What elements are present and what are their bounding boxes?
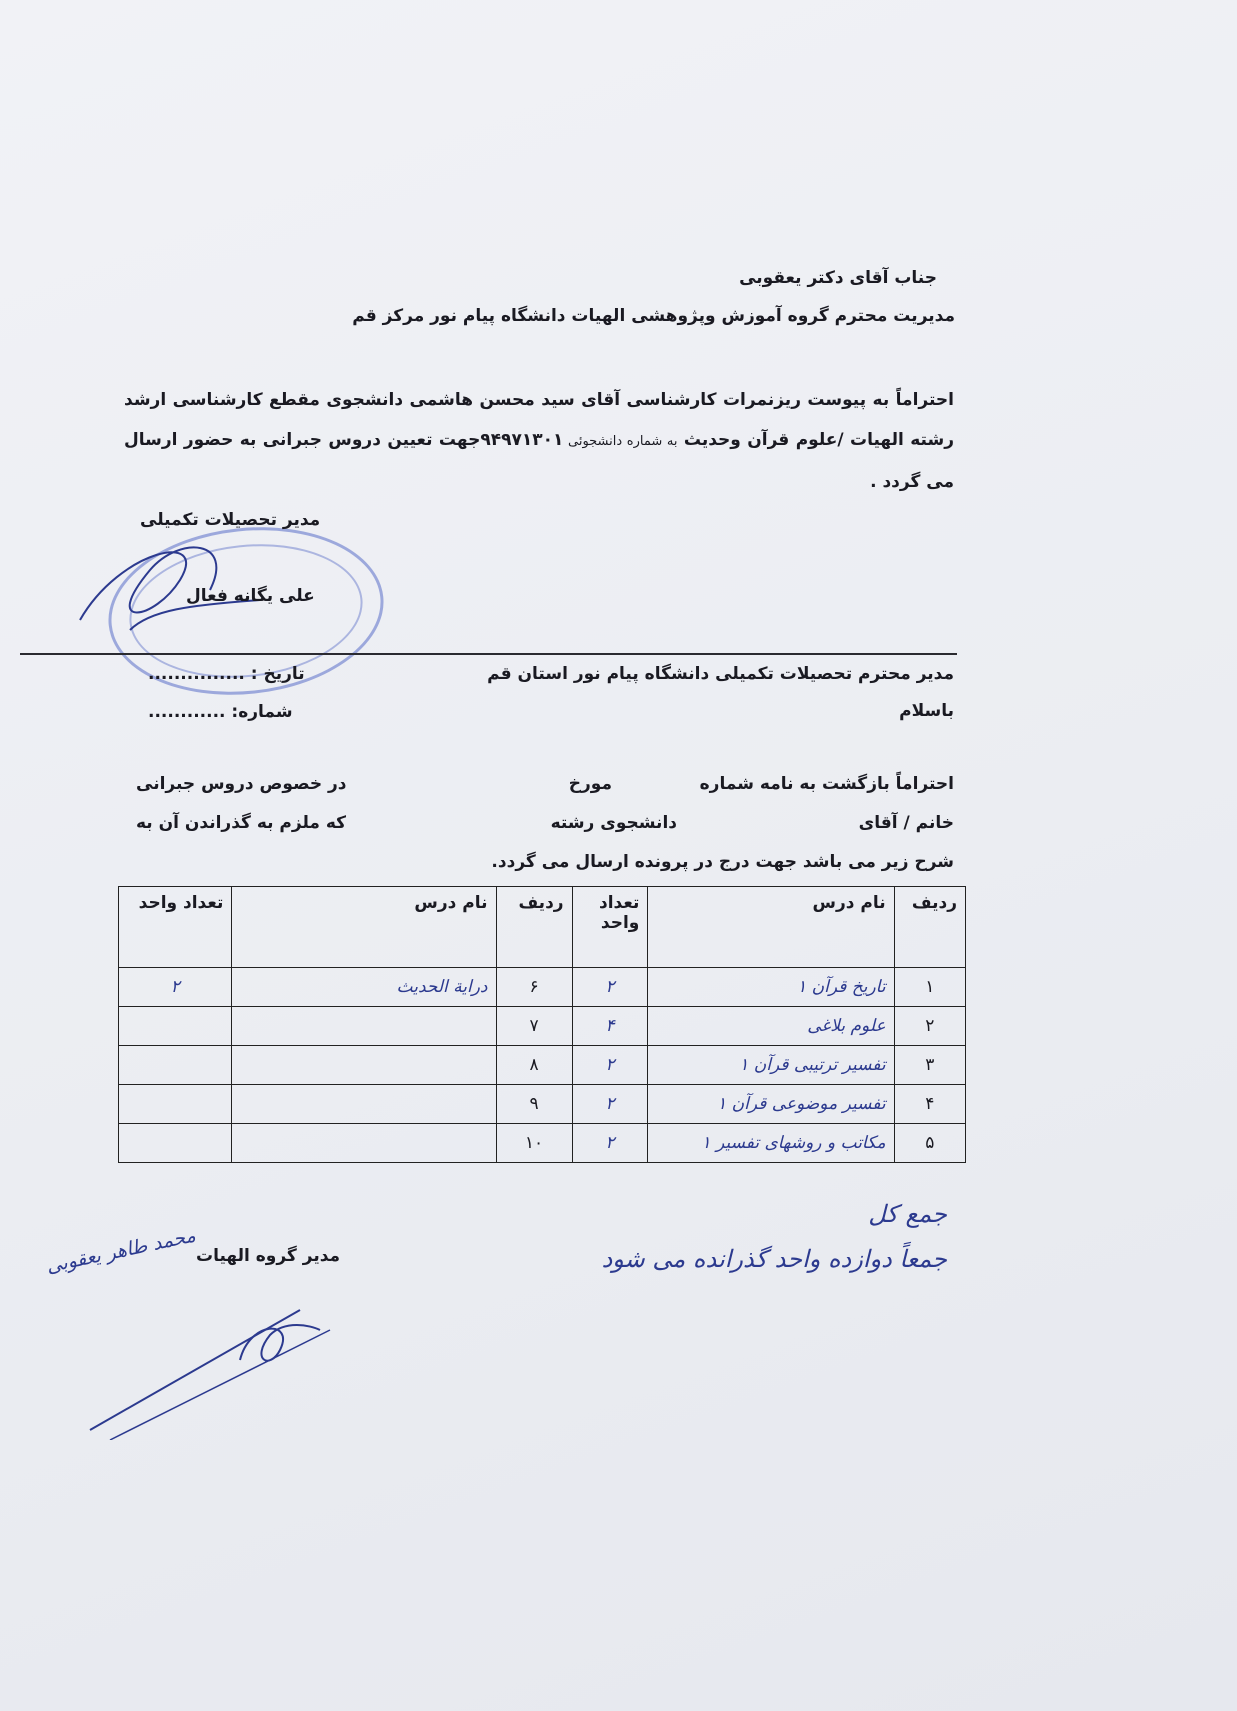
table-row <box>119 1124 966 1163</box>
course-name-2 <box>232 1124 496 1163</box>
table-row <box>119 1007 966 1046</box>
course-name: تاریخ قرآن ۱ <box>648 968 894 1007</box>
table-row <box>119 968 966 1007</box>
course-units: ۲ <box>572 1046 648 1085</box>
body-text-1: احتراماً به پیوست ریزنمرات کارشناسی آقای سید محسن هاشمی دانشجوی مقطع کارشناسی ارشد رشته الهیات /علوم قرآن وحدیث <box>124 390 954 450</box>
header-units-2: تعداد واحد <box>119 887 232 968</box>
course-units-2 <box>119 1007 232 1046</box>
row-number-2: ۹ <box>496 1085 572 1124</box>
course-units-2 <box>119 1124 232 1163</box>
reply-line1-a: احتراماً بازگشت به نامه شماره <box>699 774 954 794</box>
course-units: ۲ <box>572 1124 648 1163</box>
handwritten-note: جمعاً دوازده واحد گذرانده می شود <box>601 1245 947 1273</box>
course-name: علوم بلاغی <box>648 1007 894 1046</box>
row-number-2: ۷ <box>496 1007 572 1046</box>
row-number: ۵ <box>894 1124 965 1163</box>
section-divider <box>20 653 957 655</box>
reply-addressee: مدیر محترم تحصیلات تکمیلی دانشگاه پیام نور استان قم <box>487 664 954 684</box>
course-units-2 <box>119 1046 232 1085</box>
reply-line1-b: مورخ <box>568 774 612 794</box>
reply-line2-c: که ملزم به گذراندن آن به <box>136 813 347 833</box>
row-number: ۲ <box>894 1007 965 1046</box>
course-units-2: ۲ <box>119 968 232 1007</box>
salutation: جناب آقای دکتر یعقوبی <box>739 268 937 288</box>
letter-body <box>124 380 954 502</box>
group-head-signature <box>80 1290 340 1440</box>
table-row <box>119 1046 966 1085</box>
signer-name: علی یگانه فعال <box>186 586 315 606</box>
header-row-number-2: ردیف <box>496 887 572 968</box>
header-course-name: نام درس <box>648 887 894 968</box>
row-number-2: ۱۰ <box>496 1124 572 1163</box>
course-units: ۲ <box>572 968 648 1007</box>
course-table <box>118 886 966 1163</box>
signer-title: مدیر تحصیلات تکمیلی <box>140 510 321 530</box>
group-head-handwritten-name: محمد طاهر یعقوبی <box>44 1224 198 1278</box>
course-name: تفسیر موضوعی قرآن ۱ <box>648 1085 894 1124</box>
row-number: ۴ <box>894 1085 965 1124</box>
course-name-2 <box>232 1007 496 1046</box>
course-name-2: درایة الحدیث <box>232 968 496 1007</box>
row-number-2: ۶ <box>496 968 572 1007</box>
reply-greeting: باسلام <box>899 701 954 721</box>
handwritten-note-title: جمع کل <box>868 1200 947 1228</box>
table-header-row <box>119 887 966 968</box>
header-row-number: ردیف <box>894 887 965 968</box>
course-name: مکاتب و روشهای تفسیر ۱ <box>648 1124 894 1163</box>
row-number: ۳ <box>894 1046 965 1085</box>
header-units: تعداد واحد <box>572 887 648 968</box>
number-label: شماره: ............ <box>148 702 293 722</box>
recipient-title: مدیریت محترم گروه آموزش وپژوهشی الهیات دانشگاه پیام نور مرکز قم <box>352 306 955 326</box>
header-course-name-2: نام درس <box>232 887 496 968</box>
group-head-label: مدیر گروه الهیات <box>196 1246 341 1266</box>
course-name-2 <box>232 1046 496 1085</box>
table-row <box>119 1085 966 1124</box>
row-number: ۱ <box>894 968 965 1007</box>
reply-line2-b: دانشجوی رشته <box>550 813 677 833</box>
reply-line2-a: خانم / آقای <box>858 813 954 833</box>
course-units: ۴ <box>572 1007 648 1046</box>
course-name: تفسیر ترتیبی قرآن ۱ <box>648 1046 894 1085</box>
reply-line3: شرح زیر می باشد جهت درج در پرونده ارسال می گردد. <box>491 852 954 872</box>
course-name-2 <box>232 1085 496 1124</box>
date-label: تاریخ : ............... <box>148 664 305 684</box>
course-units-2 <box>119 1085 232 1124</box>
body-text-2: ۹۴۹۷۱۳۰۱جهت تعیین دروس جبرانی به حضور ارسال می گردد . <box>124 430 954 492</box>
reply-line1-c: در خصوص دروس جبرانی <box>136 774 347 794</box>
row-number-2: ۸ <box>496 1046 572 1085</box>
body-text-small: به شماره دانشجوئی <box>563 434 678 449</box>
course-units: ۲ <box>572 1085 648 1124</box>
